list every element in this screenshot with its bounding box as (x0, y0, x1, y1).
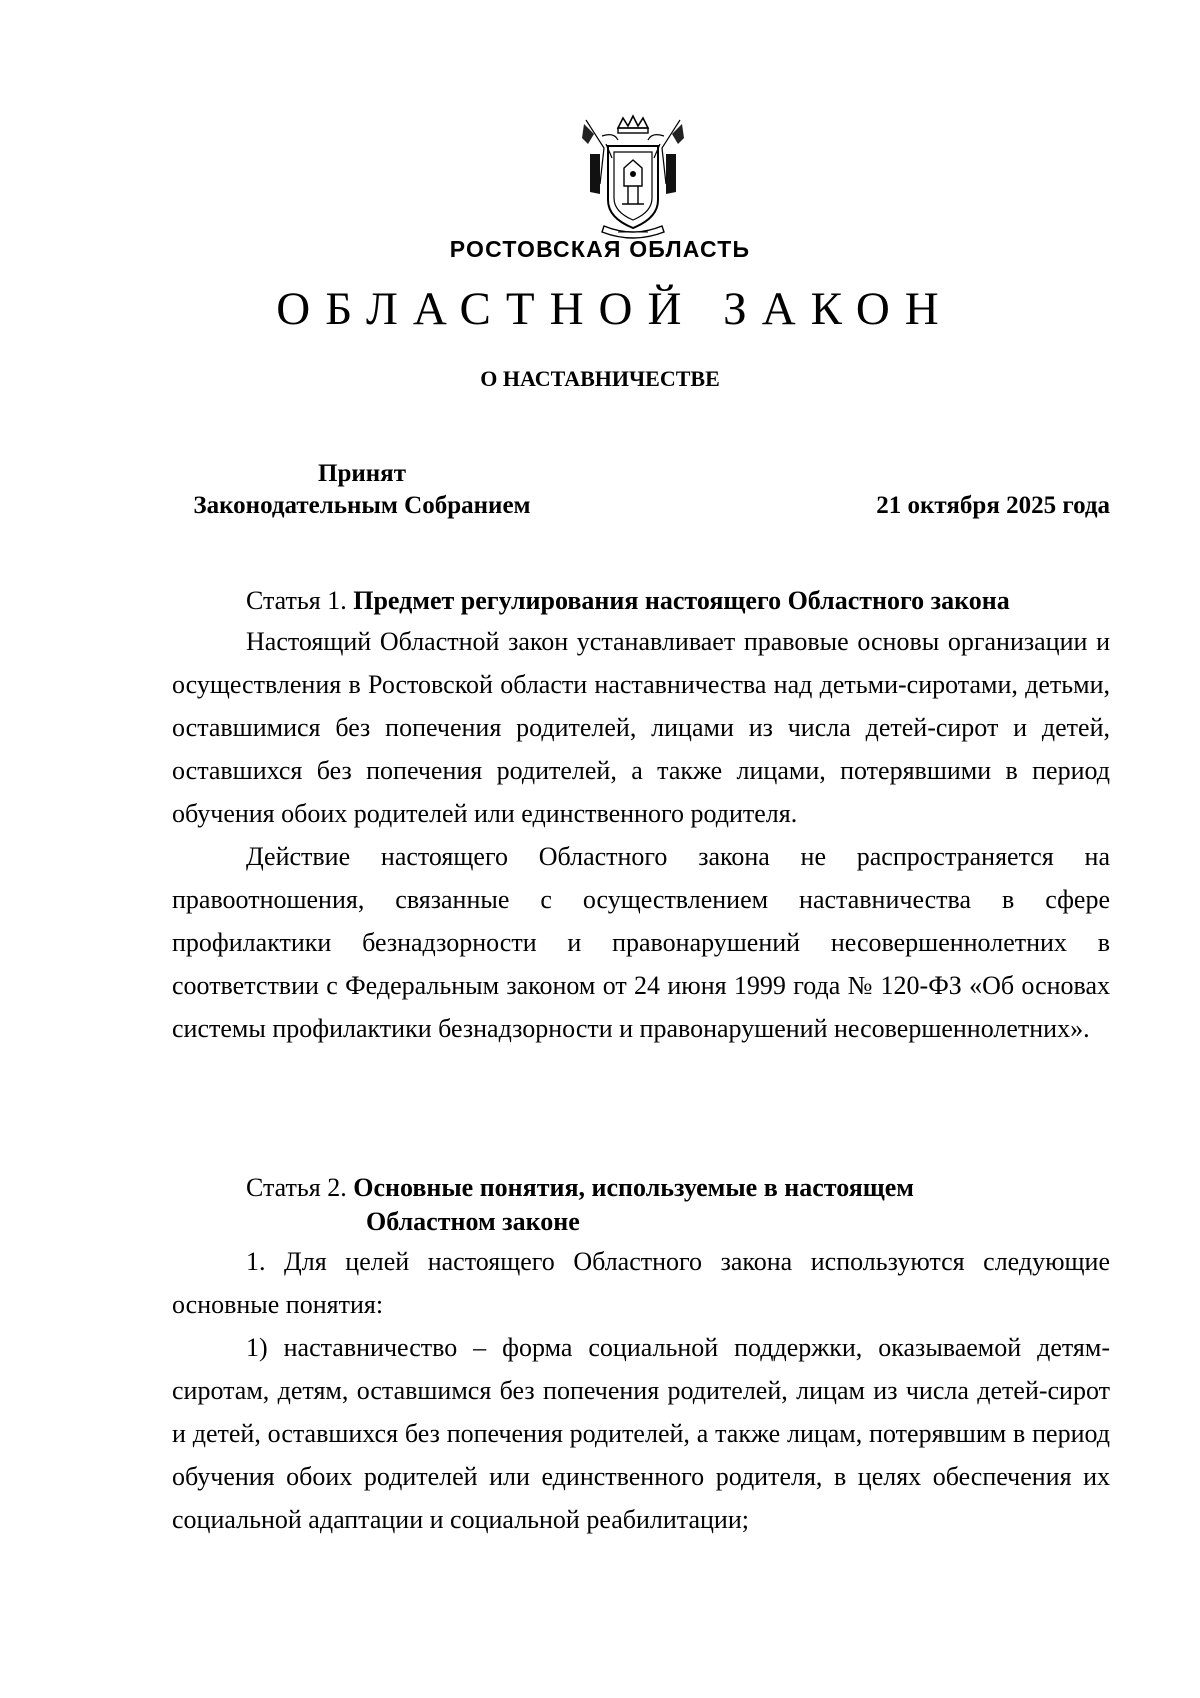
article-1-body (172, 620, 1110, 1050)
article-2-prefix: Статья 2. (246, 1173, 354, 1202)
article-1-prefix: Статья 1. (246, 586, 354, 615)
article-2-title-line-2: Областном законе (366, 1207, 580, 1236)
region-name: РОСТОВСКАЯ ОБЛАСТЬ (449, 236, 751, 262)
document-title: О НАСТАВНИЧЕСТВЕ (480, 366, 720, 391)
adoption-line-1: Принят (318, 460, 406, 487)
article-2-heading (246, 1172, 914, 1204)
adoption-date: 21 октября 2025 года (876, 492, 1110, 519)
article-2-paragraph: 1. Для целей настоящего Областного закона используются следующие основные понятия: (172, 1247, 1110, 1319)
adoption-line-2: Законодательным Собранием (193, 492, 531, 519)
article-1-paragraph: Настоящий Областной закон устанавливает правовые основы организации и осуществления в Ростовской области наставничества над детьми-сиротами, детьми, оставшимися без попечения родителей, лицами из числа детей-сирот и детей, оставшихся без попечения родителей, а также лицами, потерявшими в период обучения обоих родителей или единственного родителя. (172, 627, 1110, 828)
document-type: ОБЛАСТНОЙ ЗАКОН (276, 283, 954, 335)
article-2-title-line-1: Основные понятия, используемые в настоящем (353, 1173, 914, 1202)
adoption-block (172, 458, 552, 522)
article-2-body (172, 1240, 1110, 1541)
coat-of-arms-icon (578, 114, 688, 242)
article-1-heading (246, 585, 1010, 617)
article-1-paragraph: Действие настоящего Областного закона не распространяется на правоотношения, связанные с осуществлением наставничества в сфере профилактики безнадзорности и правонарушений несовершеннолетних в соответствии с Федеральным законом от 24 июня 1999 года № 120-ФЗ «Об основах системы профилактики безнадзорности и правонарушений несовершеннолетних». (172, 842, 1110, 1043)
article-1-title: Предмет регулирования настоящего Областного закона (353, 586, 1010, 615)
article-2-paragraph: 1) наставничество – форма социальной поддержки, оказываемой детям-сиротам, детям, оставшимся без попечения родителей, лицам из числа детей-сирот и детей, оставшихся без попечения родителей, а также лицам, потерявшим в период обучения обоих родителей или единственного родителя, в целях обеспечения их социальной адаптации и социальной реабилитации; (172, 1333, 1110, 1534)
